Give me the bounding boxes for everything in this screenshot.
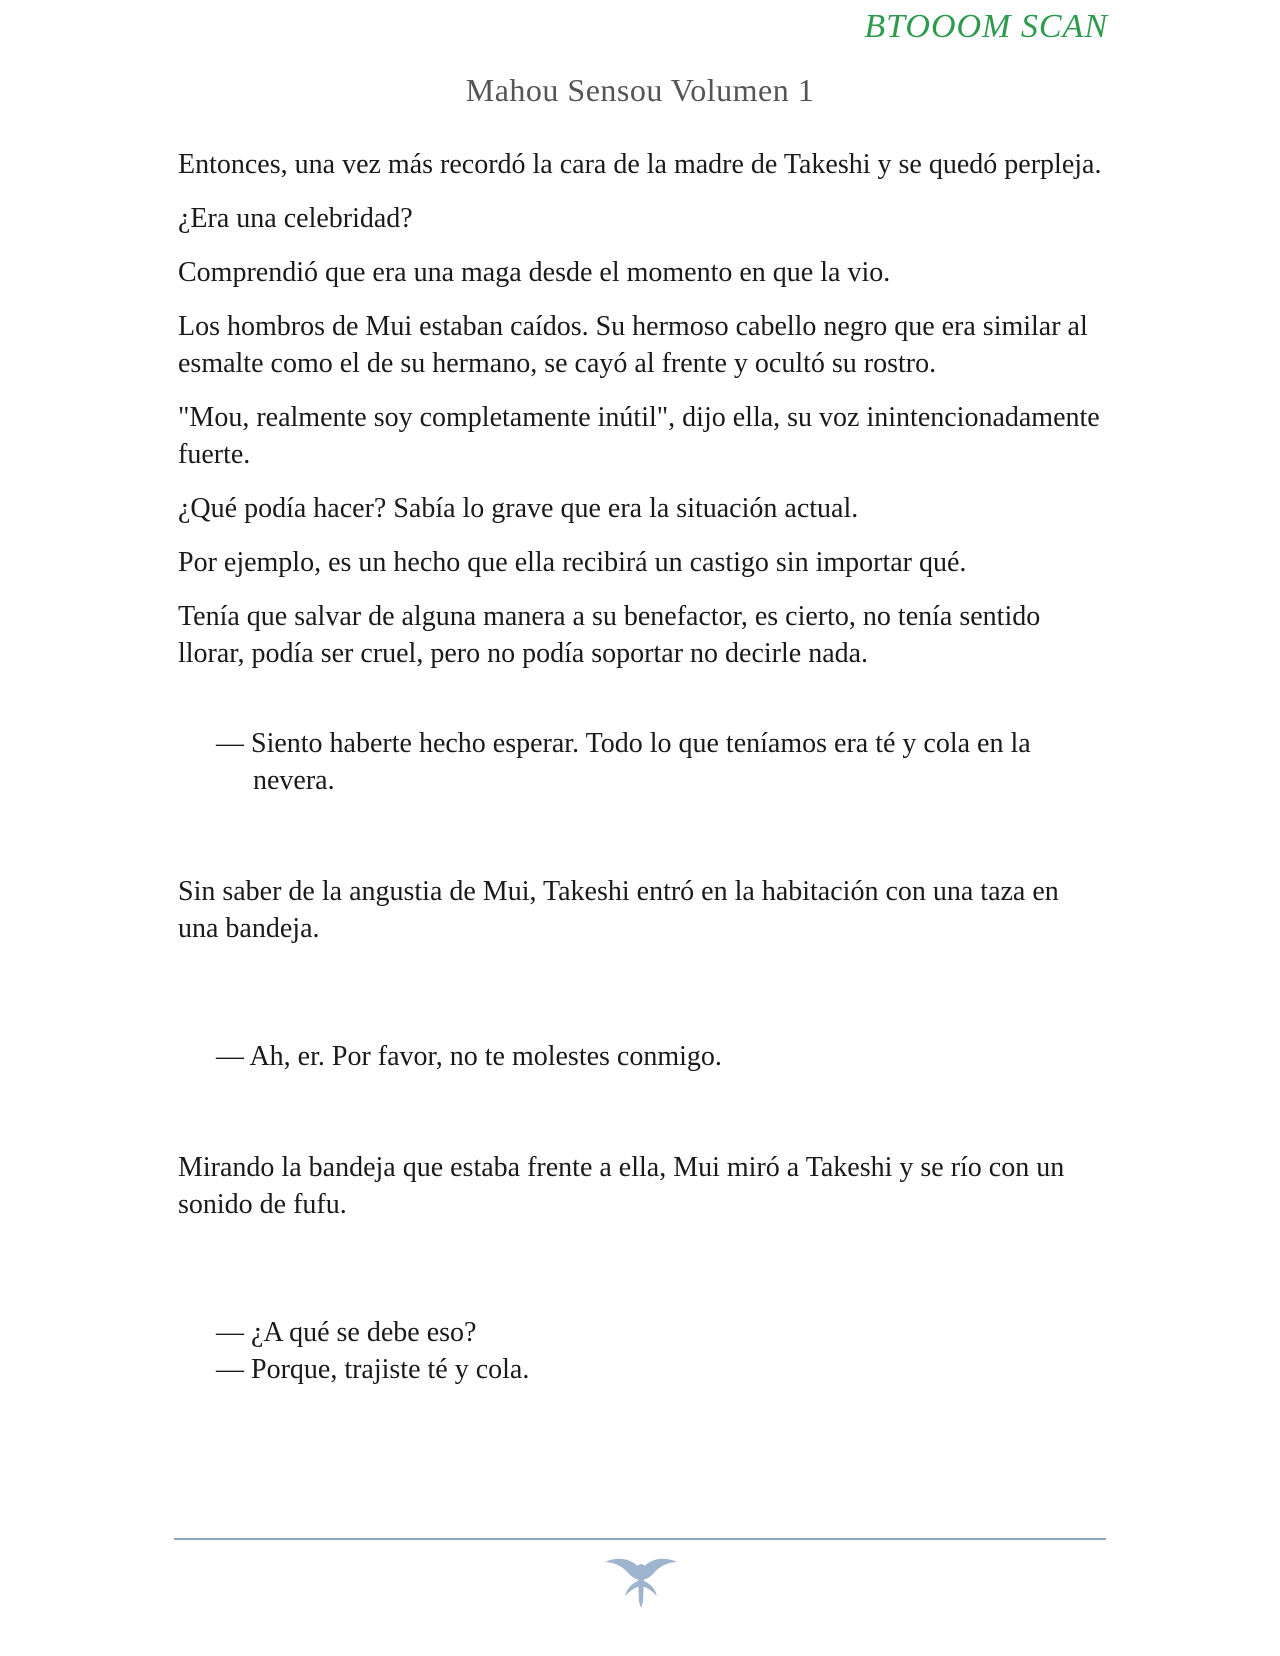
paragraph: Por ejemplo, es un hecho que ella recibirá un castigo sin importar qué. — [178, 547, 967, 578]
paragraph: ¿Era una celebridad? — [178, 203, 413, 234]
spacer — [178, 964, 1104, 1038]
spacer — [178, 1075, 1104, 1149]
dialogue-line: — Ah, er. Por favor, no te molestes conmigo. — [216, 1041, 722, 1072]
fleur-ornament-icon — [603, 1556, 679, 1608]
spacer — [178, 689, 1104, 725]
dialogue-line: — Siento haberte hecho esperar. Todo lo que teníamos era té y cola en la nevera. — [216, 728, 1031, 796]
paragraph: Comprendió que era una maga desde el momento en que la vio. — [178, 257, 891, 288]
paragraph: Los hombros de Mui estaban caídos. Su hermoso cabello negro que era similar al esmalte como el de su hermano, se cayó al frente y ocultó su rostro. — [178, 311, 1088, 379]
paragraph: Mirando la bandeja que estaba frente a ella, Mui miró a Takeshi y se río con un sonido de fufu. — [178, 1152, 1065, 1220]
page-header-title: Mahou Sensou Volumen 1 — [465, 72, 815, 108]
dialogue-line: — ¿A qué se debe eso? — [216, 1317, 477, 1348]
paragraph: "Mou, realmente soy completamente inútil", dijo ella, su voz inintencionadamente fuerte. — [178, 402, 1100, 470]
brand-watermark: BTOOOM SCAN — [864, 8, 1108, 45]
paragraph: Sin saber de la angustia de Mui, Takeshi entró en la habitación con una taza en una bandeja. — [178, 876, 1059, 944]
spacer — [178, 799, 1104, 873]
footer-divider — [174, 1538, 1106, 1540]
paragraph: Entonces, una vez más recordó la cara de la madre de Takeshi y se quedó perpleja. — [178, 149, 1102, 180]
dialogue-line: — Porque, trajiste té y cola. — [216, 1354, 530, 1385]
paragraph: ¿Qué podía hacer? Sabía lo grave que era la situación actual. — [178, 493, 859, 524]
spacer — [178, 1240, 1104, 1314]
page-body — [178, 146, 1104, 1388]
paragraph: Tenía que salvar de alguna manera a su benefactor, es cierto, no tenía sentido llorar, podía ser cruel, pero no podía soportar no decirle nada. — [178, 601, 1041, 669]
